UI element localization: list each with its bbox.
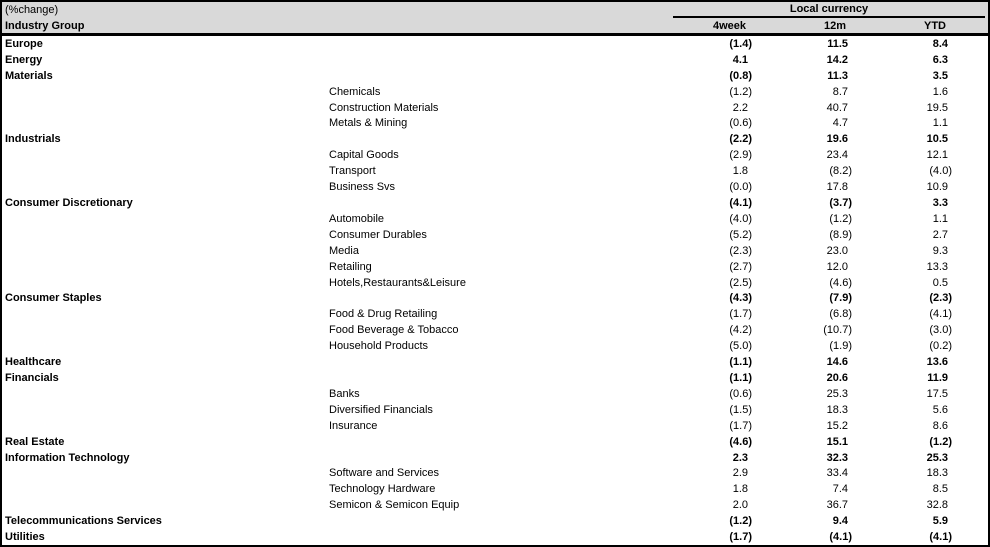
table-row [2,179,988,195]
industry-sub-label: Food & Drug Retailing [329,308,438,321]
value-ytd: 8.4 [932,37,948,50]
value-ytd: (3.0) [929,324,952,337]
table-row [2,211,988,227]
value-12m: 4.7 [832,117,848,130]
value-ytd: (4.1) [929,531,952,544]
value-4week: (1.4) [729,37,752,50]
table-row [2,402,988,418]
column-header-ytd: YTD [924,19,946,32]
value-12m: (8.9) [829,228,852,241]
table-row [2,116,988,132]
pct-change-label: (%change) [5,4,59,16]
header-row-currency [2,2,988,18]
value-12m: (1.2) [829,212,852,225]
value-12m: 33.4 [826,467,848,480]
value-4week: 2.0 [732,499,748,512]
value-ytd: 6.3 [932,53,948,66]
column-header-12m: 12m [823,19,846,32]
value-ytd: 17.5 [926,387,948,400]
table-row [2,465,988,481]
value-ytd: 11.9 [927,371,948,384]
value-4week: (0.8) [729,69,752,82]
value-ytd: (4.1) [929,308,952,321]
value-12m: 20.6 [826,371,848,384]
value-4week: (5.0) [729,340,752,353]
value-ytd: 5.9 [932,515,948,528]
value-4week: (1.1) [729,371,752,384]
value-12m: 15.2 [826,419,848,432]
column-header-4week: 4week [712,19,746,32]
value-ytd: (0.2) [929,340,952,353]
industry-sub-label: Software and Services [329,467,440,480]
industry-sub-label: Consumer Durables [329,228,427,241]
industry-sub-label: Media [329,244,359,257]
table-row [2,131,988,147]
value-12m: (8.2) [829,165,852,178]
value-12m: 36.7 [826,499,848,512]
value-12m: (4.1) [829,531,852,544]
value-ytd: 13.3 [926,260,948,273]
value-ytd: 0.5 [932,276,948,289]
local-currency-label: Local currency [789,3,869,15]
industry-group-row-label: Information Technology [5,451,130,464]
industry-sub-label: Metals & Mining [329,117,408,130]
table-row [2,36,988,52]
industry-group-row-label: Healthcare [5,356,62,369]
value-4week: (4.6) [729,435,752,448]
value-4week: (1.7) [729,531,752,544]
value-ytd: 8.5 [932,483,948,496]
value-12m: 11.3 [827,69,848,82]
local-currency-group [673,2,985,18]
value-12m: 40.7 [826,101,848,114]
value-12m: (3.7) [829,197,852,210]
value-ytd: 3.5 [932,69,948,82]
table-row [2,84,988,100]
value-ytd: 10.9 [926,181,948,194]
value-ytd: (4.0) [929,165,952,178]
value-4week: (4.2) [729,324,752,337]
value-12m: (4.6) [829,276,852,289]
table-row [2,147,988,163]
value-ytd: 10.5 [926,133,948,146]
table-row [2,100,988,116]
industry-group-row-label: Europe [5,37,43,50]
industry-sub-label: Capital Goods [329,149,399,162]
value-4week: (4.1) [729,197,752,210]
value-ytd: 25.3 [926,451,948,464]
value-12m: 19.6 [826,133,848,146]
industry-group-row-label: Consumer Staples [5,292,102,305]
table-row [2,68,988,84]
value-4week: (1.1) [729,356,752,369]
table-row [2,481,988,497]
industry-group-row-label: Materials [5,69,53,82]
value-12m: 11.5 [827,37,848,50]
table-row [2,259,988,275]
value-12m: 12.0 [826,260,848,273]
value-ytd: 1.1 [932,117,948,130]
industry-sub-label: Hotels,Restaurants&Leisure [329,276,466,289]
value-ytd: 3.3 [932,197,948,210]
value-ytd: 18.3 [926,467,948,480]
value-12m: (6.8) [829,308,852,321]
industry-group-row-label: Telecommunications Services [5,515,162,528]
value-4week: (0.0) [729,181,752,194]
value-12m: 18.3 [826,403,848,416]
industry-sub-label: Banks [329,387,360,400]
value-12m: 17.8 [826,181,848,194]
value-ytd: 8.6 [932,419,948,432]
value-4week: (2.7) [729,260,752,273]
value-4week: (1.2) [729,515,752,528]
value-12m: 23.4 [826,149,848,162]
value-4week: 2.3 [732,451,748,464]
industry-group-column-header: Industry Group [5,19,85,32]
value-4week: (0.6) [729,387,752,400]
table-row [2,275,988,291]
table-row [2,434,988,450]
table-row [2,227,988,243]
header-row-columns [2,18,988,33]
value-4week: (0.6) [729,117,752,130]
industry-group-row-label: Consumer Discretionary [5,197,133,210]
value-4week: 1.8 [732,483,748,496]
table-body [2,36,988,545]
value-12m: (1.9) [829,340,852,353]
industry-sub-label: Semicon & Semicon Equip [329,499,460,512]
table-row [2,322,988,338]
industry-group-row-label: Energy [5,53,43,66]
value-4week: 4.1 [732,53,748,66]
table-row [2,529,988,545]
value-4week: (2.3) [729,244,752,257]
value-12m: 14.6 [826,356,848,369]
industry-sub-label: Construction Materials [329,101,439,114]
value-ytd: 9.3 [932,244,948,257]
value-12m: 8.7 [832,85,848,98]
industry-sub-label: Transport [329,165,376,178]
value-ytd: 1.1 [932,212,948,225]
table-row [2,291,988,307]
table-row [2,243,988,259]
value-4week: 2.9 [732,467,748,480]
value-12m: 23.0 [826,244,848,257]
table-row [2,52,988,68]
industry-sub-label: Automobile [329,212,385,225]
value-4week: (2.9) [729,149,752,162]
value-4week: (4.0) [729,212,752,225]
industry-sub-label: Technology Hardware [329,483,436,496]
table-row [2,386,988,402]
industry-sub-label: Diversified Financials [329,403,433,416]
value-ytd: 1.6 [932,85,948,98]
value-4week: (4.3) [729,292,752,305]
value-ytd: 19.5 [926,101,948,114]
value-12m: 25.3 [826,387,848,400]
industry-sub-label: Business Svs [329,181,396,194]
value-12m: 32.3 [826,451,848,464]
industry-sub-label: Household Products [329,340,429,353]
value-4week: (2.5) [729,276,752,289]
value-12m: 7.4 [832,483,848,496]
value-12m: (10.7) [823,324,852,337]
table-row [2,370,988,386]
industry-sub-label: Chemicals [329,85,381,98]
value-ytd: 32.8 [926,499,948,512]
value-4week: (2.2) [729,133,752,146]
value-ytd: (1.2) [929,435,952,448]
value-4week: 1.8 [732,165,748,178]
table-header [2,2,988,33]
value-4week: (1.7) [729,419,752,432]
value-ytd: 2.7 [932,228,948,241]
table-row [2,163,988,179]
value-4week: (1.2) [729,85,752,98]
table-row [2,195,988,211]
industry-group-row-label: Financials [5,371,59,384]
value-4week: (1.7) [729,308,752,321]
value-ytd: 5.6 [932,403,948,416]
value-4week: 2.2 [732,101,748,114]
value-ytd: 12.1 [926,149,948,162]
industry-group-row-label: Real Estate [5,435,65,448]
industry-group-row-label: Utilities [5,531,45,544]
industry-sub-label: Insurance [329,419,378,432]
table-row [2,513,988,529]
value-ytd: 13.6 [926,356,948,369]
value-4week: (5.2) [729,228,752,241]
value-12m: 14.2 [826,53,848,66]
table-row [2,338,988,354]
industry-sub-label: Food Beverage & Tobacco [329,324,459,337]
value-12m: (7.9) [829,292,852,305]
table-row [2,306,988,322]
table-row [2,418,988,434]
value-12m: 15.1 [826,435,848,448]
value-4week: (1.5) [729,403,752,416]
value-ytd: (2.3) [929,292,952,305]
table-row [2,497,988,513]
value-12m: 9.4 [832,515,848,528]
industry-sub-label: Retailing [329,260,372,273]
table-row [2,450,988,466]
table-row [2,354,988,370]
industry-group-row-label: Industrials [5,133,61,146]
